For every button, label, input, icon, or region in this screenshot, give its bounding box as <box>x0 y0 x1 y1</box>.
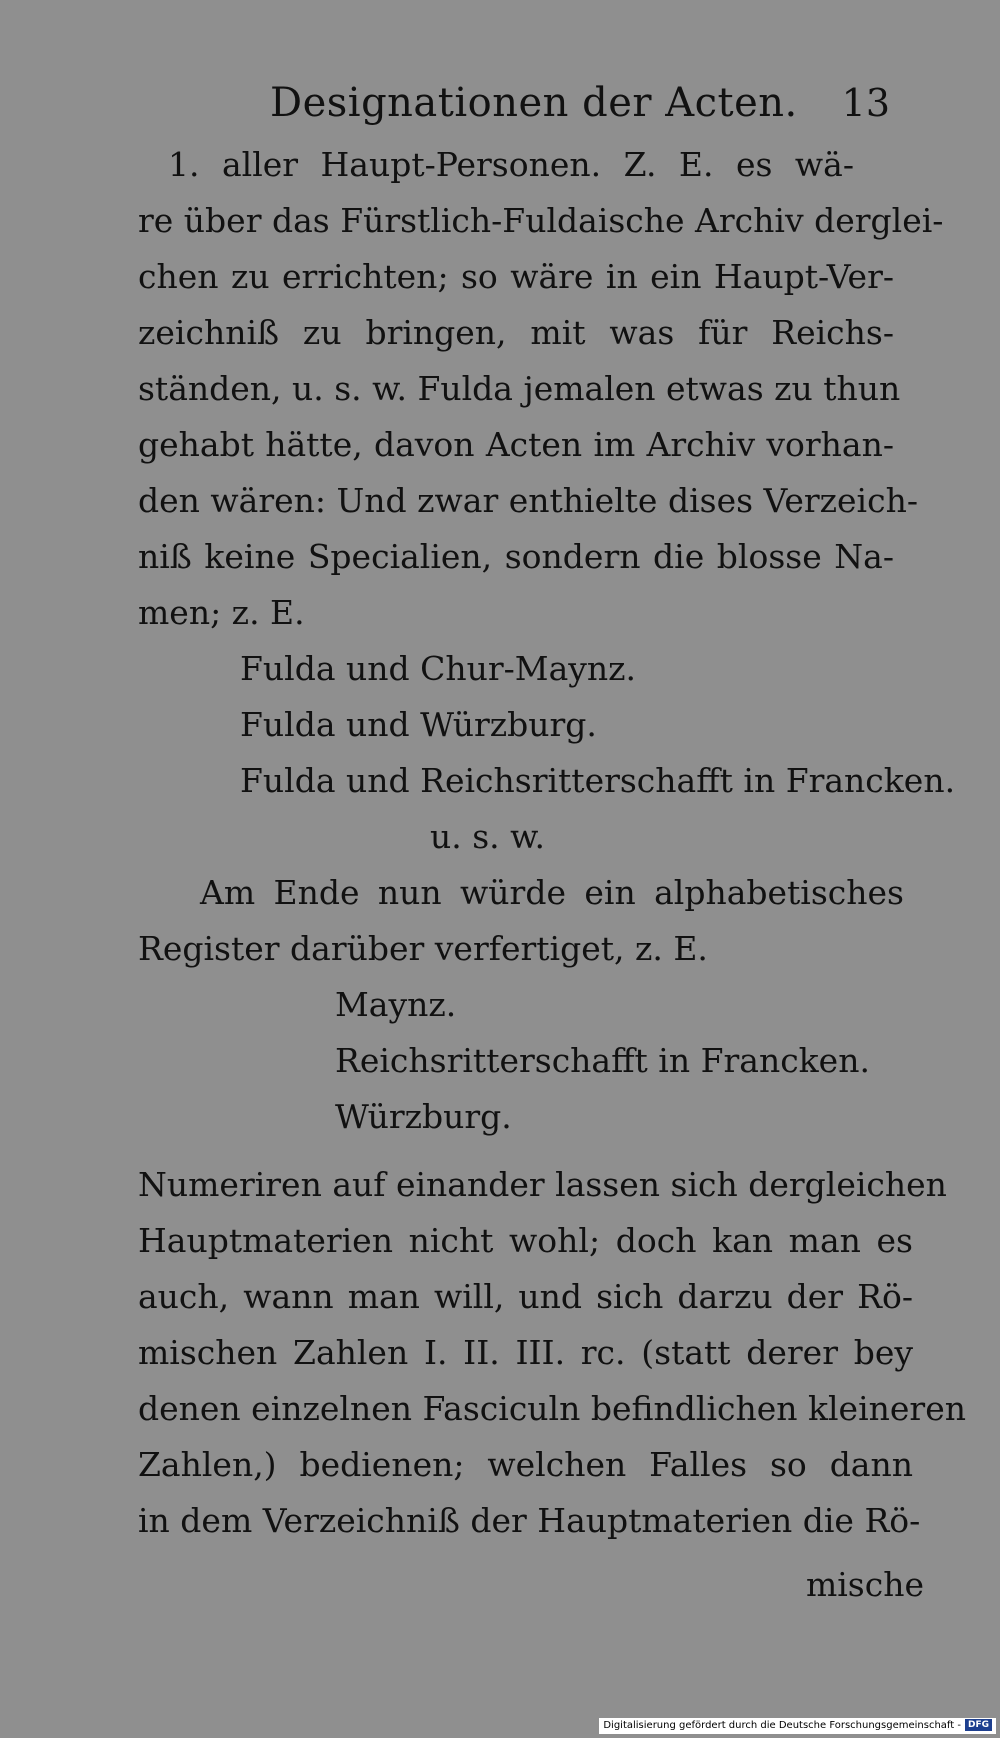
example-line: Fulda und Chur-Maynz. <box>240 649 637 688</box>
text-line: men; z. E. <box>138 593 305 632</box>
text-line: Zahlen,) bedienen; welchen Falles so dann <box>138 1445 913 1484</box>
credit-text: Digitalisierung gefördert durch die Deutsche Forschungsgemeinschaft - <box>603 1720 961 1731</box>
register-line: Maynz. <box>335 985 457 1024</box>
text-line: Register darüber verfertiget, z. E. <box>138 929 708 968</box>
text-line: in dem Verzeichniß der Hauptmaterien die Rö- <box>138 1501 921 1540</box>
dfg-logo-icon: DFG <box>965 1719 992 1731</box>
register-line: Reichsritterschafft in Francken. <box>335 1041 870 1080</box>
text-line: Hauptmaterien nicht wohl; doch kan man es <box>138 1221 913 1260</box>
text-line: 1. aller Haupt-Personen. Z. E. es wä- <box>168 145 854 184</box>
page-header <box>270 78 890 128</box>
text-line: chen zu errichten; so wäre in ein Haupt-Ver- <box>138 257 894 296</box>
text-line: mischen Zahlen I. II. III. rc. (statt derer bey <box>138 1333 913 1372</box>
digitization-credit <box>599 1718 996 1734</box>
text-line: Numeriren auf einander lassen sich dergleichen <box>138 1165 947 1204</box>
text-line: ständen, u. s. w. Fulda jemalen etwas zu thun <box>138 369 901 408</box>
text-line: niß keine Specialien, sondern die blosse Na- <box>138 537 894 576</box>
text-line: Am Ende nun würde ein alphabetisches <box>200 873 904 912</box>
example-line: Fulda und Reichsritterschafft in Francken. <box>240 761 956 800</box>
example-line: u. s. w. <box>430 817 545 856</box>
text-line: den wären: Und zwar enthielte dises Verzeich- <box>138 481 918 520</box>
text-line: gehabt hätte, davon Acten im Archiv vorhan- <box>138 425 894 464</box>
text-line: auch, wann man will, und sich darzu der Rö- <box>138 1277 913 1316</box>
page-number: 13 <box>841 81 890 125</box>
register-line: Würzburg. <box>335 1097 512 1136</box>
catchword: mische <box>805 1565 924 1604</box>
running-title: Designationen der Acten. <box>270 80 798 126</box>
text-line: re über das Fürstlich-Fuldaische Archiv derglei- <box>138 201 944 240</box>
example-line: Fulda und Würzburg. <box>240 705 597 744</box>
text-line: zeichniß zu bringen, mit was für Reichs- <box>138 313 894 352</box>
text-line: denen einzelnen Fasciculn befindlichen kleineren <box>138 1389 966 1428</box>
